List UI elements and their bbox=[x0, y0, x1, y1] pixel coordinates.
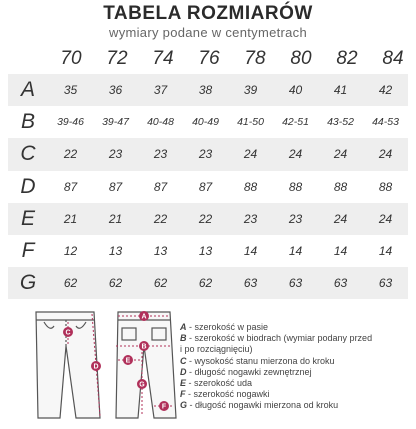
size-table bbox=[8, 74, 408, 299]
table-cell: 63 bbox=[288, 276, 303, 291]
table-cell: 87 bbox=[153, 179, 168, 194]
table-cell: 36 bbox=[108, 83, 123, 98]
size-header-cell: 78 bbox=[244, 48, 266, 69]
table-cell: 23 bbox=[153, 147, 168, 162]
table-cell: 21 bbox=[108, 211, 123, 226]
legend-text: - szerokość uda bbox=[186, 378, 253, 389]
svg-text:C: C bbox=[65, 329, 71, 337]
table-cell: 24 bbox=[288, 147, 303, 162]
table-cell: 62 bbox=[153, 276, 168, 291]
table-cell: 87 bbox=[63, 179, 78, 194]
table-cell: 88 bbox=[378, 179, 393, 194]
table-cell: 22 bbox=[63, 147, 78, 162]
legend-key: D bbox=[180, 366, 187, 377]
legend-item bbox=[180, 367, 412, 378]
table-row bbox=[8, 74, 408, 106]
table-cell: 88 bbox=[243, 179, 258, 194]
svg-text:F: F bbox=[161, 403, 167, 411]
table-cell: 88 bbox=[333, 179, 348, 194]
table-cell: 23 bbox=[198, 147, 213, 162]
table-cell: 38 bbox=[198, 83, 213, 98]
table-cell: 12 bbox=[63, 244, 78, 259]
table-cell: 13 bbox=[198, 244, 213, 259]
table-cell: 42-51 bbox=[282, 116, 309, 129]
table-cell: 43-52 bbox=[327, 116, 354, 129]
legend-key: C bbox=[180, 355, 187, 366]
legend-item bbox=[180, 344, 412, 355]
table-cell: 40 bbox=[288, 83, 303, 98]
table-cell: 87 bbox=[108, 179, 123, 194]
table-cell: 24 bbox=[243, 147, 258, 162]
measurement-legend bbox=[180, 322, 412, 412]
table-cell: 14 bbox=[288, 244, 303, 259]
svg-text:B: B bbox=[141, 343, 147, 351]
svg-text:G: G bbox=[139, 381, 145, 389]
table-cell: 24 bbox=[333, 147, 348, 162]
legend-item bbox=[180, 356, 412, 367]
legend-key: B bbox=[180, 333, 187, 344]
table-row bbox=[8, 171, 408, 203]
table-cell: 63 bbox=[333, 276, 348, 291]
page-title: TABELA ROZMIARÓW bbox=[103, 3, 313, 24]
size-header-row bbox=[48, 48, 416, 72]
legend-item bbox=[180, 400, 412, 411]
legend-item bbox=[180, 378, 412, 389]
table-row bbox=[8, 203, 408, 235]
page-subtitle: wymiary podane w centymetrach bbox=[109, 25, 307, 40]
legend-key: E bbox=[180, 378, 187, 389]
row-label: G bbox=[19, 271, 37, 295]
table-cell: 62 bbox=[63, 276, 78, 291]
table-cell: 23 bbox=[243, 211, 258, 226]
legend-key: G bbox=[180, 400, 188, 411]
table-cell: 14 bbox=[243, 244, 258, 259]
table-cell: 63 bbox=[378, 276, 393, 291]
size-header-cell: 70 bbox=[60, 48, 82, 69]
table-cell: 24 bbox=[378, 211, 393, 226]
table-cell: 24 bbox=[333, 211, 348, 226]
legend-text: - wysokość stanu mierzona do kroku bbox=[186, 355, 335, 366]
legend-text: - długość nogawki zewnętrznej bbox=[186, 366, 312, 377]
legend-item bbox=[180, 333, 412, 344]
table-cell: 39 bbox=[243, 83, 258, 98]
svg-text:A: A bbox=[141, 313, 147, 321]
row-label: E bbox=[20, 206, 35, 230]
legend-text: - szerokość w pasie bbox=[186, 322, 269, 332]
size-header-cell: 74 bbox=[152, 48, 174, 69]
table-cell: 14 bbox=[333, 244, 348, 259]
table-cell: 41-50 bbox=[237, 116, 264, 129]
legend-item bbox=[180, 322, 412, 333]
size-header-cell: 82 bbox=[336, 48, 358, 69]
table-cell: 13 bbox=[108, 244, 123, 259]
table-cell: 35 bbox=[63, 83, 78, 98]
legend-text: i po rozciągnięciu) bbox=[180, 344, 253, 355]
table-cell: 23 bbox=[288, 211, 303, 226]
legend-text: - szerokość nogawki bbox=[185, 389, 270, 400]
row-label: B bbox=[20, 110, 35, 134]
table-cell: 13 bbox=[153, 244, 168, 259]
table-cell: 22 bbox=[198, 211, 213, 226]
table-cell: 44-53 bbox=[372, 116, 399, 129]
table-cell: 23 bbox=[108, 147, 123, 162]
svg-text:E: E bbox=[125, 357, 131, 365]
legend-key: F bbox=[180, 389, 186, 400]
size-header-cell: 76 bbox=[198, 48, 220, 69]
table-cell: 40-48 bbox=[147, 116, 174, 129]
table-cell: 24 bbox=[378, 147, 393, 162]
size-header-cell: 80 bbox=[290, 48, 312, 69]
table-cell: 40-49 bbox=[192, 116, 219, 129]
table-cell: 22 bbox=[153, 211, 168, 226]
table-row bbox=[8, 235, 408, 267]
table-cell: 37 bbox=[153, 83, 168, 98]
size-header-cell: 72 bbox=[106, 48, 128, 69]
table-cell: 39-47 bbox=[102, 116, 129, 129]
table-cell: 39-46 bbox=[57, 116, 84, 129]
table-row bbox=[8, 267, 408, 299]
table-cell: 21 bbox=[63, 211, 78, 226]
legend-key: A bbox=[180, 322, 187, 332]
row-label: F bbox=[21, 239, 35, 263]
legend-text: - długość nogawki mierzona od kroku bbox=[187, 400, 339, 411]
row-label: D bbox=[20, 174, 36, 198]
svg-text:D: D bbox=[93, 363, 99, 371]
table-cell: 41 bbox=[333, 83, 348, 98]
table-row bbox=[8, 106, 408, 138]
table-cell: 14 bbox=[378, 244, 393, 259]
legend-item bbox=[180, 389, 412, 400]
table-cell: 42 bbox=[378, 83, 393, 98]
trousers-diagram bbox=[30, 306, 180, 429]
size-header-cell: 84 bbox=[382, 48, 404, 69]
row-label: C bbox=[20, 142, 36, 166]
table-cell: 88 bbox=[288, 179, 303, 194]
table-cell: 62 bbox=[108, 276, 123, 291]
table-cell: 63 bbox=[243, 276, 258, 291]
table-cell: 87 bbox=[198, 179, 213, 194]
table-row bbox=[8, 138, 408, 170]
table-cell: 62 bbox=[198, 276, 213, 291]
row-label: A bbox=[20, 78, 35, 102]
legend-text: - szerokość w biodrach (wymiar podany przed bbox=[186, 333, 373, 344]
